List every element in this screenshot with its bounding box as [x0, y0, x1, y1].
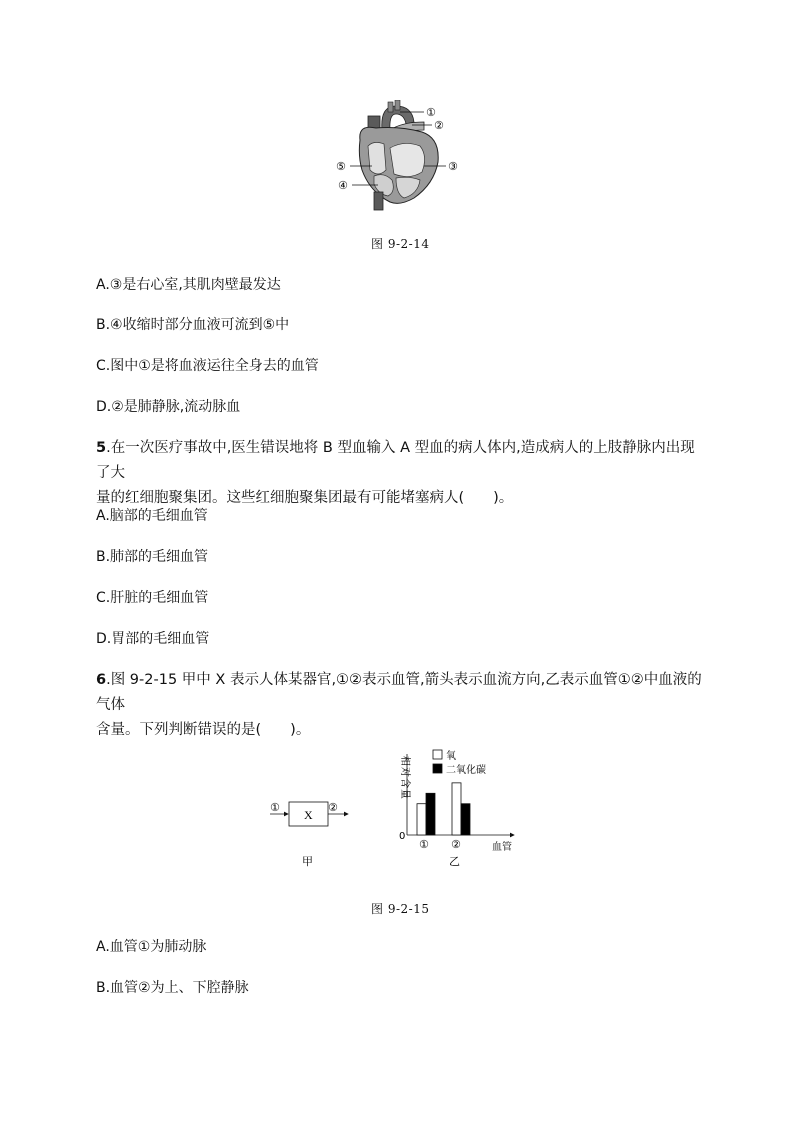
- figure1-caption: 图 9-2-14: [371, 237, 430, 251]
- heart-label-5: ⑤: [336, 160, 346, 173]
- q4-option-c: C.图中①是将血液运往全身去的血管: [96, 358, 319, 374]
- bar-2-co2: [461, 804, 470, 835]
- x-tick-1: ①: [419, 838, 429, 851]
- legend-label-co2: 二氧化碳: [446, 765, 486, 776]
- jia-out-label: ②: [328, 801, 338, 814]
- q5-stem-line1: .在一次医疗事故中,医生错误地将 B 型血输入 A 型血的病人体内,造成病人的上肢静脉内出现了大: [96, 440, 695, 481]
- heart-diagram: [330, 100, 475, 215]
- q6-stem: [96, 668, 706, 743]
- q5-option-a: A.脑部的毛细血管: [96, 508, 208, 524]
- legend-swatch-co2: [433, 764, 442, 773]
- jia-box-label: X: [304, 808, 313, 822]
- q4-option-b: B.④收缩时部分血液可流到⑤中: [96, 317, 290, 333]
- yi-label: 乙: [449, 855, 460, 868]
- q6-stem-line1: .图 9-2-15 甲中 X 表示人体某器官,①②表示血管,箭头表示血流方向,乙表示血管①②中血液的气体: [96, 672, 702, 713]
- yi-chart: [399, 749, 514, 868]
- figure2: [262, 744, 532, 869]
- heart-label-3: ③: [448, 160, 458, 173]
- legend-label-oxygen: 氧: [446, 751, 456, 762]
- bar-1-oxygen: [417, 804, 426, 835]
- q5-stem: [96, 436, 706, 511]
- jia-in-label: ①: [270, 801, 280, 814]
- q4-option-d: D.②是肺静脉,流动脉血: [96, 399, 241, 415]
- q5-stem-line2: 量的红细胞聚集团。这些红细胞聚集团最有可能堵塞病人( )。: [96, 490, 514, 506]
- heart-label-4: ④: [338, 179, 348, 192]
- q5-option-c: C.肝脏的毛细血管: [96, 590, 209, 606]
- chart-y-label: 相对含量: [399, 756, 410, 800]
- q6-stem-line2: 含量。下列判断错误的是( )。: [96, 722, 311, 738]
- heart-label-2: ②: [434, 119, 444, 132]
- figure2-caption: 图 9-2-15: [371, 902, 430, 916]
- heart-label-1: ①: [426, 106, 436, 119]
- legend-swatch-oxygen: [433, 750, 442, 759]
- q5-option-b: B.肺部的毛细血管: [96, 549, 209, 565]
- q5-option-d: D.胃部的毛细血管: [96, 631, 210, 647]
- q5-number: 5: [96, 440, 107, 456]
- jia-label: 甲: [302, 855, 313, 868]
- bar-1-co2: [426, 793, 435, 835]
- jia-diagram: [270, 801, 348, 868]
- bar-2-oxygen: [452, 783, 461, 835]
- q6-option-a: A.血管①为肺动脉: [96, 939, 207, 955]
- chart-x-label: 血管: [492, 842, 512, 853]
- x-tick-2: ②: [451, 838, 461, 851]
- q6-option-b: B.血管②为上、下腔静脉: [96, 980, 249, 996]
- chart-origin-label: 0: [399, 831, 406, 842]
- q4-option-a: A.③是右心室,其肌肉壁最发达: [96, 277, 281, 293]
- q6-number: 6: [96, 672, 107, 688]
